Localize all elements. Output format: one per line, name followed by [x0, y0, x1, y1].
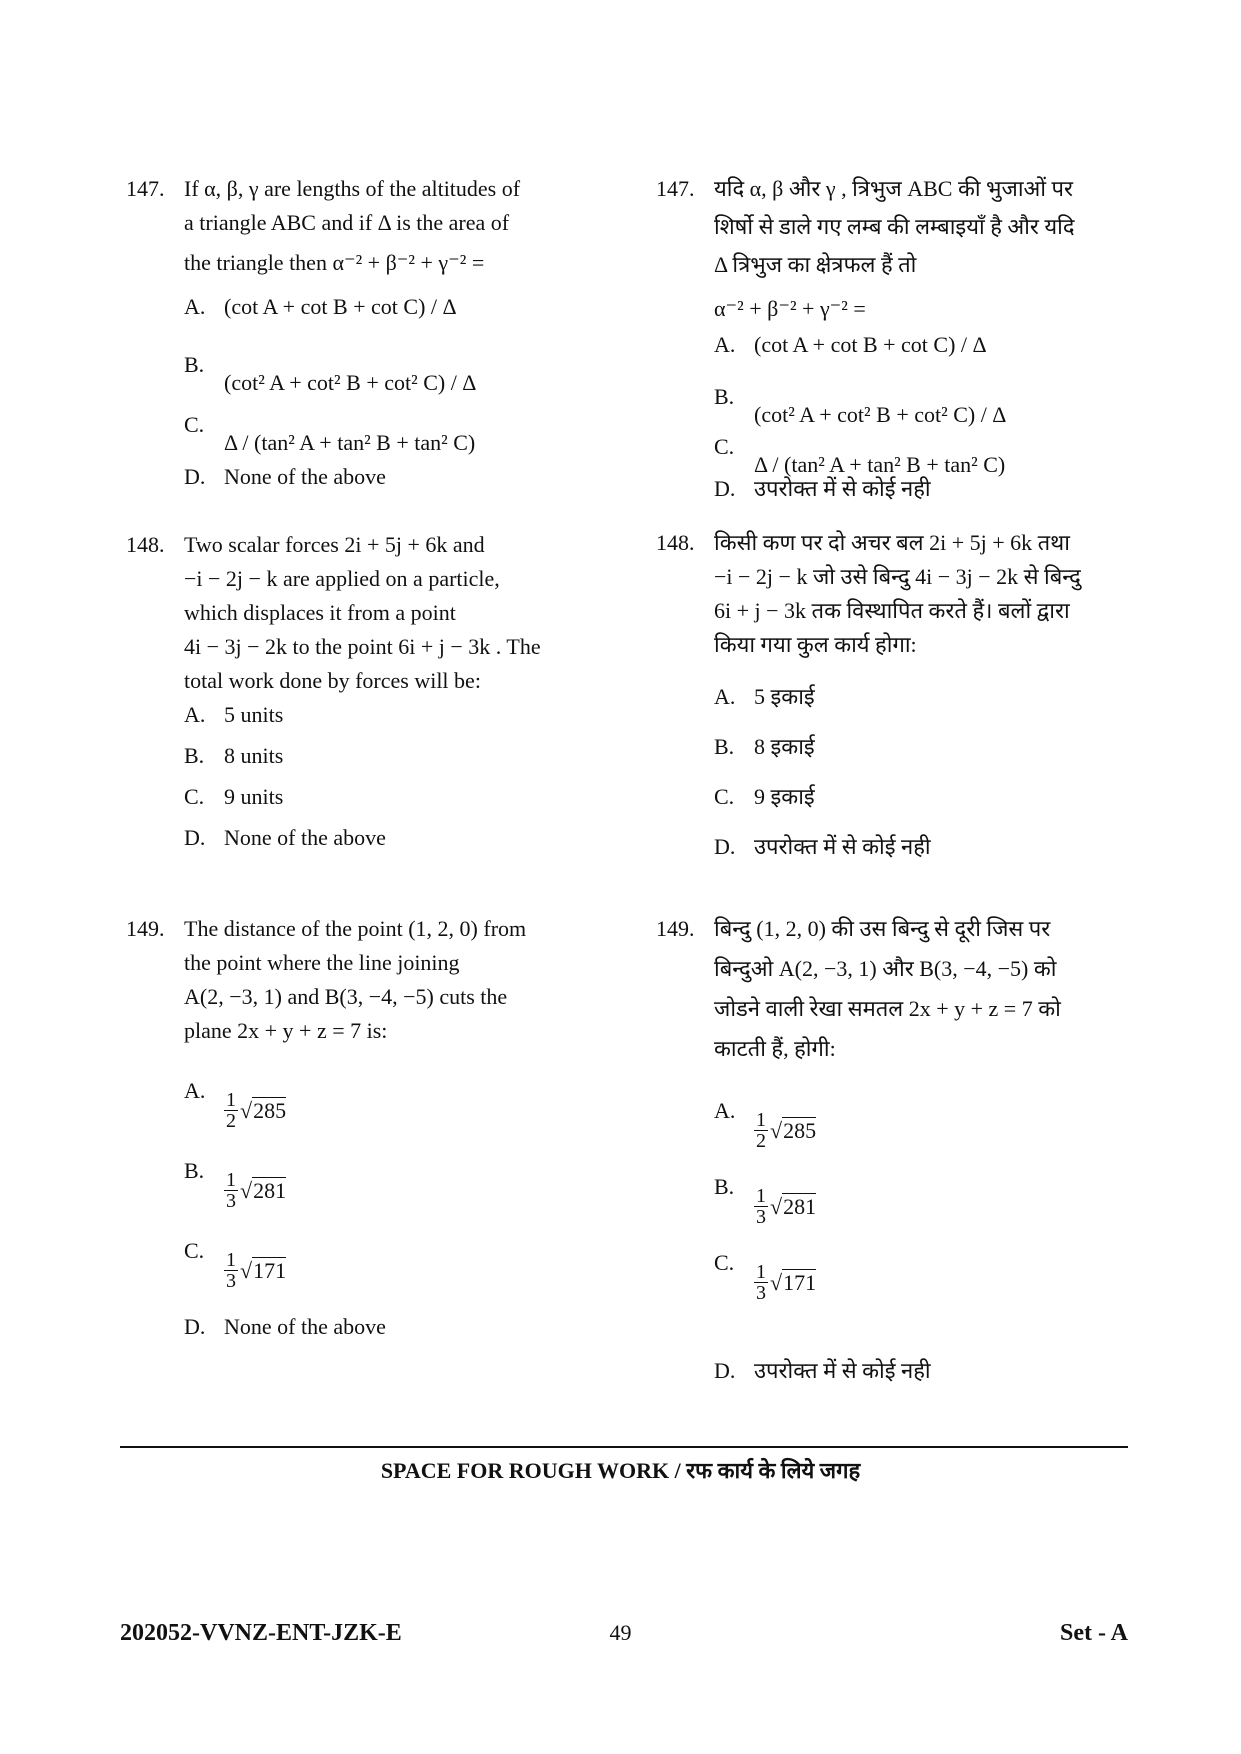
square-root: √171	[240, 1257, 287, 1283]
question-stem: यदि α, β और γ , त्रिभुज ABC की भुजाओं पर शिर्षो से डाले गए लम्ब की लम्बाइयाँ है और यदि Δ त्रिभुज का क्षेत्रफल हैं तो α⁻² + β⁻² + γ⁻² =	[714, 176, 1075, 321]
option-d: D. None of the above	[184, 825, 386, 850]
option-c: C. $\frac{1}{3}$ √171	[184, 1238, 287, 1293]
fraction: $\frac{1}{3}$	[226, 1249, 236, 1293]
paper-code: 202052-VVNZ-ENT-JZK-E	[120, 1620, 402, 1646]
option-b: B.(cot² A + cot² B + cot² C) / Δ	[714, 384, 1007, 427]
question-number: 147.	[656, 176, 695, 201]
fraction: $\frac{1}{3}$	[756, 1185, 766, 1229]
option-a: A. 5 units	[184, 702, 284, 727]
option-d: D. उपरोक्त में से कोई नही	[714, 476, 931, 501]
question-stem: Two scalar forces 2i + 5j + 6k and −i − 2j − k are applied on a particle, which displaces it from a point 4i − 3j − 2k to the point 6i + j − 3k . The total work done by forces will be:	[184, 532, 541, 693]
option-c: C. 9 units	[184, 784, 284, 809]
question-number: 149.	[126, 916, 165, 941]
square-root: √281	[770, 1193, 817, 1219]
fraction: $\frac{1}{2}$	[756, 1109, 766, 1153]
option-d: D. None of the above	[184, 1314, 386, 1339]
option-b: B. $\frac{1}{3}$ √281	[714, 1174, 817, 1229]
question-stem: बिन्दु (1, 2, 0) की उस बिन्दु से दूरी जिस पर बिन्दुओ A(2, −3, 1) और B(3, −4, −5) को जोडने वाली रेखा समतल 2x + y + z = 7 को काटती हैं, होगी:	[714, 916, 1061, 1061]
rough-work-heading: SPACE FOR ROUGH WORK / रफ कार्य के लिये जगह	[380, 1458, 861, 1483]
option-b: B. $\frac{1}{3}$ √281	[184, 1158, 287, 1213]
question-number: 149.	[656, 916, 695, 941]
option-d: D. उपरोक्त में से कोई नही	[714, 1358, 931, 1383]
fraction: $\frac{1}{3}$	[756, 1261, 766, 1305]
question-stem: The distance of the point (1, 2, 0) from the point where the line joining A(2, −3, 1) and B(3, −4, −5) cuts the plane 2x + y + z = 7 is:	[184, 916, 527, 1043]
option-c: C. $\frac{1}{3}$ √171	[714, 1250, 817, 1305]
option-a: A. 5 इकाई	[714, 684, 815, 709]
option-c: C.Δ / (tan² A + tan² B + tan² C)	[714, 434, 1006, 477]
option-a: A. $\frac{1}{2}$ √285	[714, 1098, 817, 1153]
square-root: √171	[770, 1269, 817, 1295]
question-number: 148.	[126, 532, 165, 557]
option-b: B. 8 इकाई	[714, 734, 815, 759]
option-b: B.(cot² A + cot² B + cot² C) / Δ	[184, 352, 477, 395]
question-number: 148.	[656, 530, 695, 555]
option-d: D. None of the above	[184, 464, 386, 489]
square-root: √285	[240, 1097, 287, 1123]
option-a: A. $\frac{1}{2}$ √285	[184, 1078, 287, 1133]
rough-work-divider	[120, 1446, 1128, 1448]
fraction: $\frac{1}{3}$	[226, 1169, 236, 1213]
option-d: D. उपरोक्त में से कोई नही	[714, 834, 931, 859]
square-root: √285	[770, 1117, 817, 1143]
option-c: C.Δ / (tan² A + tan² B + tan² C)	[184, 412, 476, 455]
option-c: C. 9 इकाई	[714, 784, 815, 809]
square-root: √281	[240, 1177, 287, 1203]
option-a: A. (cot A + cot B + cot C) / Δ	[714, 332, 987, 357]
page-number: 49	[609, 1620, 632, 1645]
question-number: 147.	[126, 176, 165, 201]
question-stem: If α, β, γ are lengths of the altitudes of a triangle ABC and if Δ is the area of the triangle then α⁻² + β⁻² + γ⁻² =	[184, 176, 521, 275]
question-stem: किसी कण पर दो अचर बल 2i + 5j + 6k तथा −i − 2j − k जो उसे बिन्दु 4i − 3j − 2k से बिन्दु 6i + j − 3k तक विस्थापित करते हैं। बलों द्वारा किया गया कुल कार्य होगा:	[714, 530, 1081, 657]
option-b: B. 8 units	[184, 743, 284, 768]
fraction: $\frac{1}{2}$	[226, 1089, 236, 1133]
set-label: Set - A	[1060, 1620, 1128, 1646]
option-a: A. (cot A + cot B + cot C) / Δ	[184, 294, 457, 319]
